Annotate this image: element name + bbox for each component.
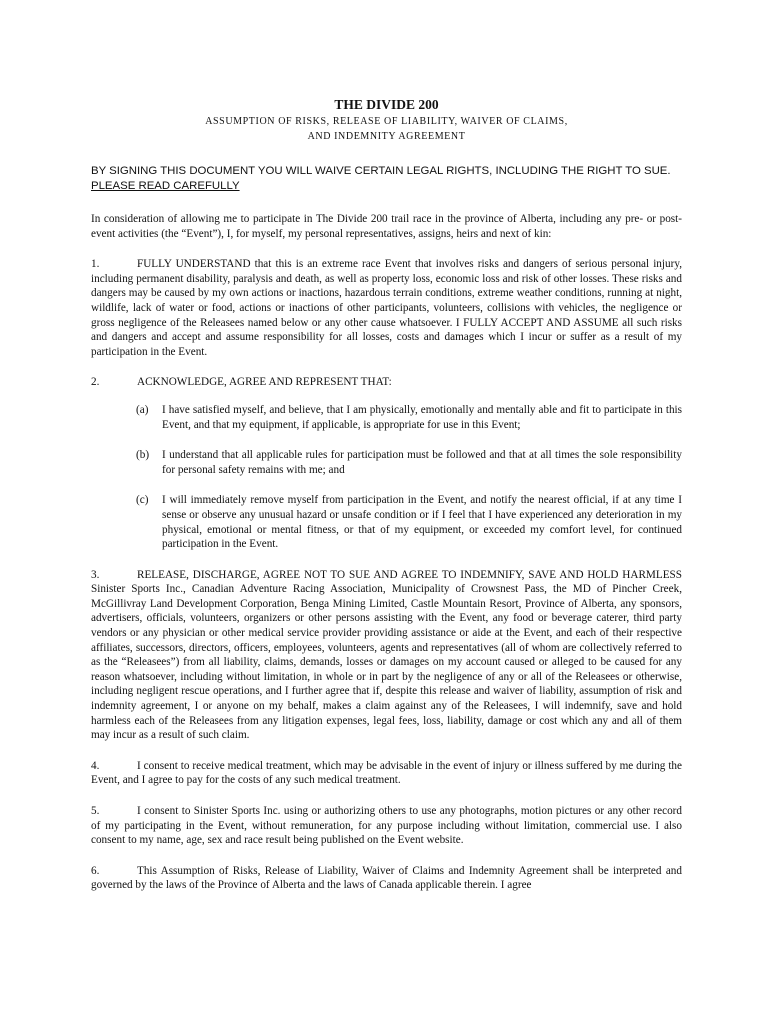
document-title: THE DIVIDE 200	[334, 97, 439, 112]
section-3	[91, 568, 682, 743]
section-text: RELEASE, DISCHARGE, AGREE NOT TO SUE AND AGREE TO INDEMNIFY, SAVE AND HOLD HARMLESS Sinister Sports Inc., Canadian Adventure Racing Association, Municipality of Crowsnest Pass, the MD of Pincher Creek, McGillivray Land Development Corporation, Benga Mining Limited, Castle Mountain Resort, Province of Alberta, any sponsors, advertisers, officials, volunteers, organizers or other persons assisting with the Event, any food or beverage caterer, third party vendors or any physician or other medical service provider providing assistance or aide at the Event, and each of their respective affiliates, successors, directors, officers, employees, volunteers, agents and representatives (all of whom are collectively referred to as the “Releasees”) from all liability, claims, demands, losses or damages on my account caused or alleged to be caused for any reason whatsoever, including without limitation, in whole or in part by the negligence of any or all of the Releasees or otherwise, including negligent rescue operations, and I further agree that if, despite this release and waiver of liability, assumption of risk and indemnity agreement, I or anyone on my behalf, makes a claim against any of the Releasees, I will indemnify, save and hold harmless each of the Releasees from any litigation expenses, legal fees, loss, liability, damage or cost which any and all of them may incur as a result of such claim.	[91, 568, 682, 742]
section-number: 3.	[91, 568, 100, 581]
section-text: I consent to receive medical treatment, which may be advisable in the event of injury or illness suffered by me during the Event, and I agree to pay for the costs of any such medical treatment.	[91, 759, 682, 787]
section-4	[91, 759, 682, 788]
section-number: 5.	[91, 805, 100, 817]
subsection-text: I will immediately remove myself from participation in the Event, and notify the nearest official, if at any time I sense or observe any unusual hazard or unsafe condition or if I feel that I have experienced any deterioration in my physical, emotional or mental fitness, or that of my equipment, or exceeded my comfort level, for continued participation in the Event.	[162, 494, 682, 551]
subsection-text: I understand that all applicable rules for participation must be followed and that at all times the sole responsibility for personal safety remains with me; and	[162, 449, 682, 476]
subsection-label: (b)	[136, 449, 150, 462]
section-5	[91, 804, 682, 848]
section-text: ACKNOWLEDGE, AGREE AND REPRESENT THAT:	[137, 376, 392, 389]
subsection-text: I have satisfied myself, and believe, that I am physically, emotionally and mentally able and fit to participate in this Event, and that my equipment, if applicable, is appropriate for use in this Event;	[162, 403, 682, 431]
section-text: This Assumption of Risks, Release of Liability, Waiver of Claims and Indemnity Agreement shall be interpreted and governed by the laws of the Province of Alberta and the laws of Canada applicable therein. I agree	[91, 864, 682, 892]
section-text: I consent to Sinister Sports Inc. using or authorizing others to use any photographs, motion pictures or any other record of my participating in the Event, without remuneration, for any purpose including without limitation, commercial use. I also consent to my name, age, sex and race result being published on the Event website.	[91, 805, 682, 847]
subsection-a	[91, 403, 682, 432]
document-subtitle-line-2: AND INDEMNITY AGREEMENT	[307, 130, 466, 142]
caution-text: BY SIGNING THIS DOCUMENT YOU WILL WAIVE CERTAIN LEGAL RIGHTS, INCLUDING THE RIGHT TO SUE.	[91, 165, 671, 177]
section-number: 1.	[91, 258, 100, 271]
section-2	[91, 375, 682, 390]
subsection-label: (a)	[136, 403, 149, 416]
section-6	[91, 864, 682, 893]
subsection-b	[91, 448, 682, 477]
section-number: 6.	[91, 864, 100, 877]
section-number: 2.	[91, 376, 100, 389]
section-text: FULLY UNDERSTAND that this is an extreme race Event that involves risks and dangers of serious personal injury, including permanent disability, paralysis and death, as well as property loss, economic loss and risk of other losses. These risks and dangers may be caused by my own actions or inactions, hazardous terrain conditions, extreme weather conditions, running at night, wildlife, lack of water or food, actions or inactions of other participants, volunteers, collisions with vehicles, the negligence or gross negligence of the Releasees named below or any other cause whatsoever. I FULLY ACCEPT AND ASSUME all such risks and dangers and accept and assume responsibility for all losses, costs and damages which I incur or suffer as a result of my participation in the Event.	[91, 258, 682, 358]
subsection-label: (c)	[136, 494, 149, 507]
caution-notice	[91, 164, 682, 194]
caution-underlined-text: PLEASE READ CAREFULLY	[91, 180, 240, 192]
document-subtitle-line-1: ASSUMPTION OF RISKS, RELEASE OF LIABILITY, WAIVER OF CLAIMS,	[205, 116, 568, 127]
section-number: 4.	[91, 759, 100, 772]
intro-paragraph: In consideration of allowing me to participate in The Divide 200 trail race in the province of Alberta, including any pre- or post-event activities (the “Event”), I, for myself, my personal representatives, assigns, heirs and next of kin:	[91, 213, 682, 240]
subsection-c	[91, 493, 682, 551]
section-1	[91, 257, 682, 359]
